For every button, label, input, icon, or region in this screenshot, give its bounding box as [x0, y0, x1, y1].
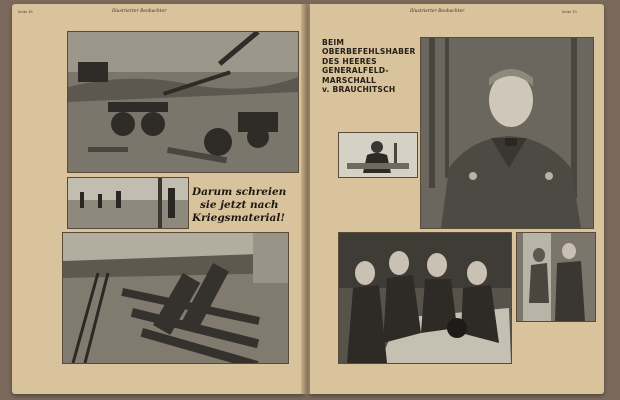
portrait-photo-image [421, 38, 593, 228]
railway-photo [62, 232, 289, 364]
headline-line: v. BRAUCHITSCH [322, 85, 396, 95]
headline-line: OBERBEFEHLSHABER [322, 47, 416, 57]
doorway-caption [516, 324, 594, 346]
script-title-line: Darum schreien [192, 186, 287, 198]
desk-photo [338, 132, 418, 178]
map-photo-image [339, 233, 511, 363]
right-page-folio: Seite 19 [562, 10, 577, 14]
left-page [12, 4, 304, 394]
railway-photo-image [63, 233, 288, 363]
script-title-line: sie jetzt nach [200, 199, 279, 211]
script-title [192, 186, 302, 225]
headline-line: DES HEERES [322, 56, 377, 66]
left-page-folio: Seite 18 [18, 10, 33, 14]
map-caption [480, 364, 520, 382]
artillery-caption [200, 172, 295, 184]
artillery-photo [67, 31, 299, 173]
script-title-line: Kriegsmaterial! [192, 212, 285, 224]
artillery-photo-image [68, 32, 298, 172]
map-photo [338, 232, 512, 364]
headline-line: MARSCHALL [322, 75, 377, 85]
doorway-photo-image [517, 233, 595, 321]
desk-caption [340, 180, 416, 212]
headline [322, 38, 416, 95]
right-page-masthead: Illustrierter Beobachter [410, 9, 465, 14]
portrait-photo [420, 37, 594, 229]
doorway-photo [516, 232, 596, 322]
soldiers-caption [154, 209, 184, 223]
headline-line: GENERALFELD- [322, 66, 389, 76]
railway-caption [260, 329, 292, 349]
right-page [310, 4, 604, 394]
desk-photo-image [339, 133, 417, 177]
magazine-spread [12, 4, 610, 398]
headline-line: BEIM [322, 38, 345, 47]
article-body [324, 99, 410, 127]
left-page-masthead: Illustrierter Beobachter [112, 9, 167, 14]
